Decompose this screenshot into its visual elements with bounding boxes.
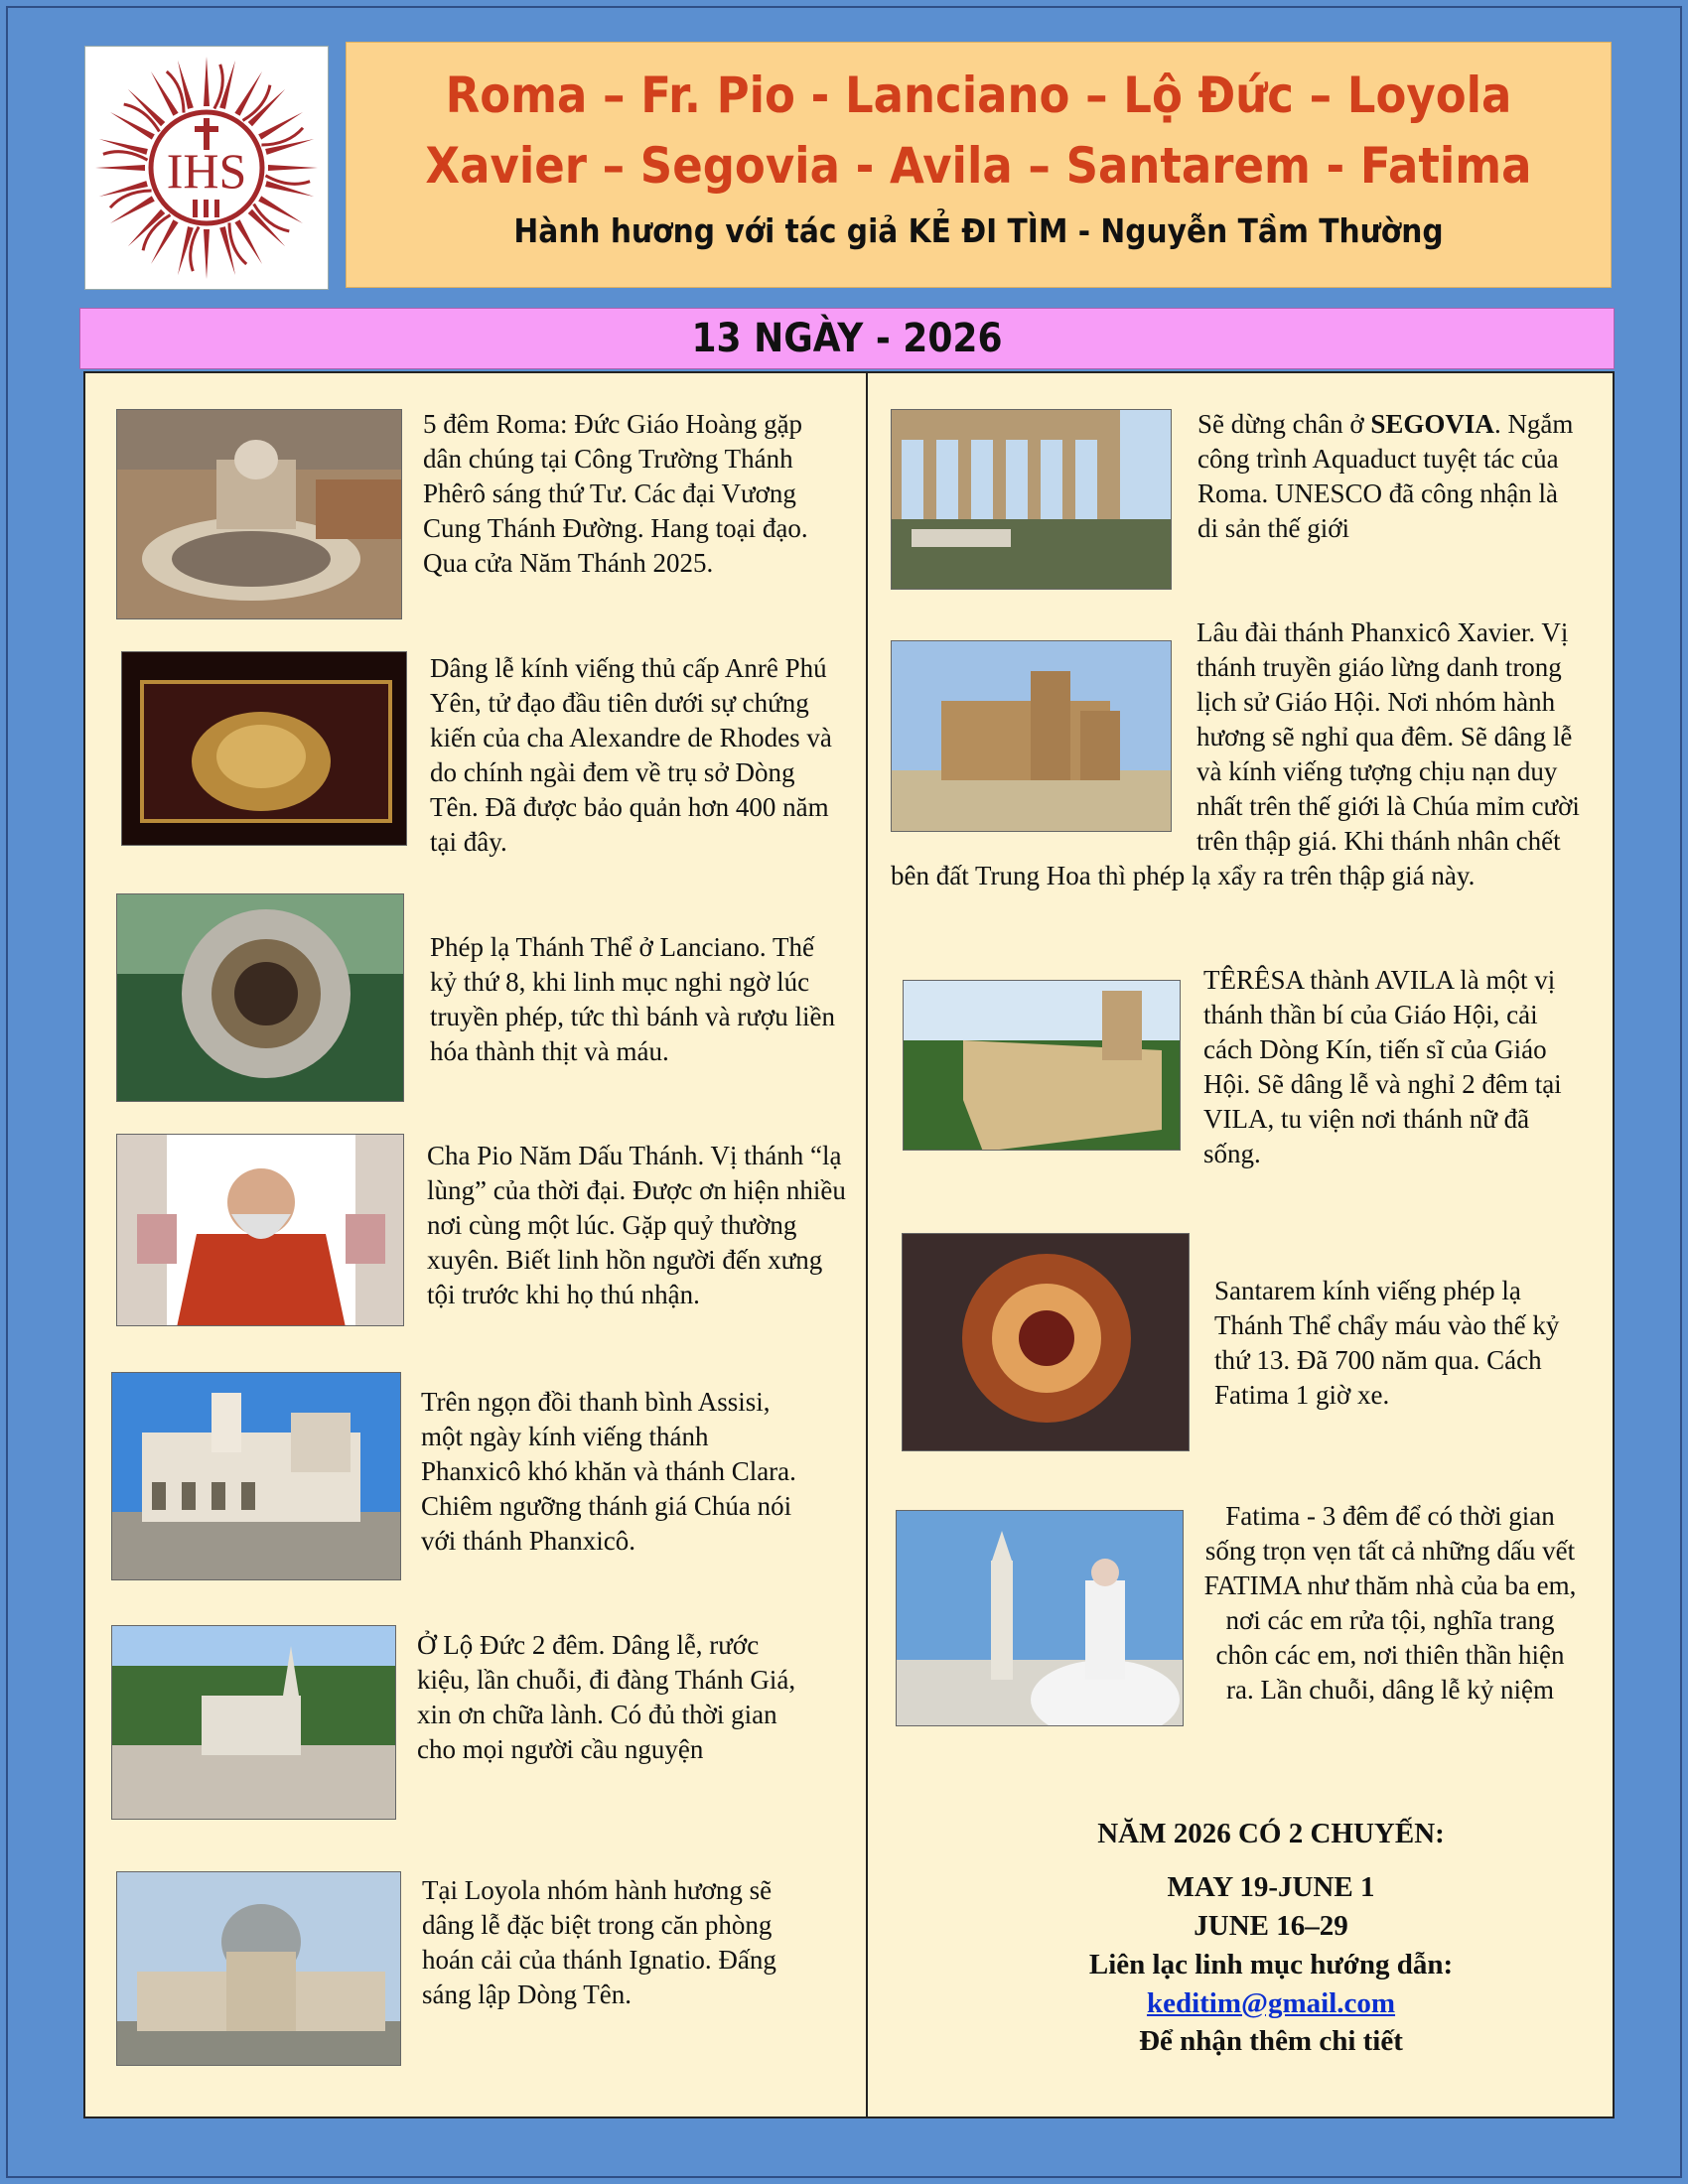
ihs-logo [84, 46, 329, 290]
santarem-monstrance-photo [902, 1233, 1190, 1451]
assisi-text: Trên ngọn đồi thanh bình Assisi, một ngày kính viếng thánh Phanxicô khó khăn và thánh Clara. Chiêm ngưỡng thánh giá Chúa nói với thánh Phanxicô. [421, 1387, 796, 1556]
segovia-aqueduct-photo [891, 409, 1172, 590]
header-line-2: Xavier – Segovia - Avila – Santarem - Fatima [425, 137, 1532, 195]
title-header [346, 42, 1612, 288]
duration-band [79, 308, 1615, 369]
header-line-3: Hành hương với tác giả KẺ ĐI TÌM - Nguyễn Tầm Thường [513, 211, 1444, 250]
contact-email-link[interactable]: keditim@gmail.com [1146, 1987, 1396, 2019]
details-label: Để nhận thêm chi tiết [1139, 2025, 1403, 2057]
column-divider [866, 371, 868, 2118]
relic-photo [121, 651, 407, 846]
duration-title: 13 NGÀY - 2026 [691, 316, 1003, 361]
contact-label: Liên lạc linh mục hướng dẫn: [1088, 1949, 1454, 1980]
padre-pio-text: Cha Pio Năm Dấu Thánh. Vị thánh “lạ lùng” của thời đại. Được ơn hiện nhiều nơi cùng một lúc. Gặp quỷ thường xuyên. Biết linh hồn người đến xưng tội trước khi họ thú nhận. [427, 1141, 846, 1309]
trips-heading: NĂM 2026 CÓ 2 CHUYẾN: [1097, 1818, 1445, 1849]
fatima-photo [896, 1510, 1184, 1726]
segovia-text [1197, 407, 1585, 546]
xavier-text-body: Lâu đài thánh Phanxicô Xavier. Vị thánh truyền giáo lừng danh trong lịch sử Giáo Hội. Nơi nhóm hành hương sẽ nghỉ qua đêm. Sẽ dâng lễ và kính viếng tượng chịu nạn duy nhất trên thế giới là Chúa mỉm cười trên thập giá. Khi thánh nhân chết bên đất Trung Hoa thì phép lạ xẩy ra trên thập giá này. [891, 617, 1580, 890]
segovia-text-pre: Sẽ dừng chân ở [1197, 409, 1371, 439]
lanciano-text: Phép lạ Thánh Thể ở Lanciano. Thế kỷ thứ 8, khi linh mục nghi ngờ lúc truyền phép, tức thì bánh và rượu liền hóa thành thịt và máu. [430, 932, 835, 1066]
avila-walls-photo [903, 980, 1181, 1151]
lourdes-text: Ở Lộ Đức 2 đêm. Dâng lễ, rước kiệu, lần chuỗi, đi đàng Thánh Giá, xin ơn chữa lành. Có đủ thời gian cho mọi người cầu nguyện [417, 1630, 796, 1764]
segovia-text-post: . Ngắm công trình Aquaduct tuyệt tác của Roma. UNESCO đã công nhận là di sản thế giới [1197, 409, 1574, 543]
relic-text: Dâng lễ kính viếng thủ cấp Anrê Phú Yên, tử đạo đầu tiên dưới sự chứng kiến của cha Alexandre de Rhodes và do chính ngài đem về trụ sở Dòng Tên. Đã được bảo quản hơn 400 năm tại đây. [430, 653, 832, 857]
lanciano-monstrance-photo [116, 893, 404, 1102]
fatima-text: Fatima - 3 đêm để có thời gian sống trọn vẹn tất cả những dấu vết FATIMA như thăm nhà của ba em, nơi các em rửa tội, nghĩa trang chôn các em, nơi thiên thần hiện ra. Lần chuỗi, dâng lễ kỷ niệm [1203, 1501, 1577, 1705]
logo-monogram: IHS [166, 143, 247, 199]
santarem-text: Santarem kính viếng phép lạ Thánh Thể chẩy máu vào thế kỷ thứ 13. Đã 700 năm qua. Cách Fatima 1 giờ xe. [1214, 1276, 1560, 1410]
header-line-1: Roma – Fr. Pio - Lanciano – Lộ Đức – Loyola [445, 67, 1512, 124]
contact-email-row [1023, 1987, 1519, 2020]
padre-pio-photo [116, 1134, 404, 1326]
avila-text: TÊRÊSA thành AVILA là một vị thánh thần bí của Giáo Hội, cải cách Dòng Kín, tiến sĩ của Giáo Hội. Sẽ dâng lễ và nghỉ 2 đêm tại VILA, tu viện nơi thánh nữ đã sống. [1203, 965, 1562, 1168]
loyola-photo [116, 1871, 401, 2066]
xavier-photo-spacer [891, 615, 1196, 849]
rome-text: 5 đêm Roma: Đức Giáo Hoàng gặp dân chúng tại Công Trường Thánh Phêrô sáng thứ Tư. Các đại Vương Cung Thánh Đường. Hang toại đạo. Qua cửa Năm Thánh 2025. [423, 409, 808, 578]
trip-1-dates: MAY 19-JUNE 1 [1167, 1871, 1375, 1903]
segovia-name: SEGOVIA [1370, 409, 1494, 439]
rome-square-photo [116, 409, 402, 619]
xavier-text [891, 615, 1586, 893]
lourdes-photo [111, 1625, 396, 1820]
loyola-text: Tại Loyola nhóm hành hương sẽ dâng lễ đặc biệt trong căn phòng hoán cải của thánh Ignatio. Đấng sáng lập Dòng Tên. [422, 1875, 776, 2009]
trip-2-dates: JUNE 16–29 [1194, 1910, 1348, 1942]
assisi-photo [111, 1372, 401, 1580]
